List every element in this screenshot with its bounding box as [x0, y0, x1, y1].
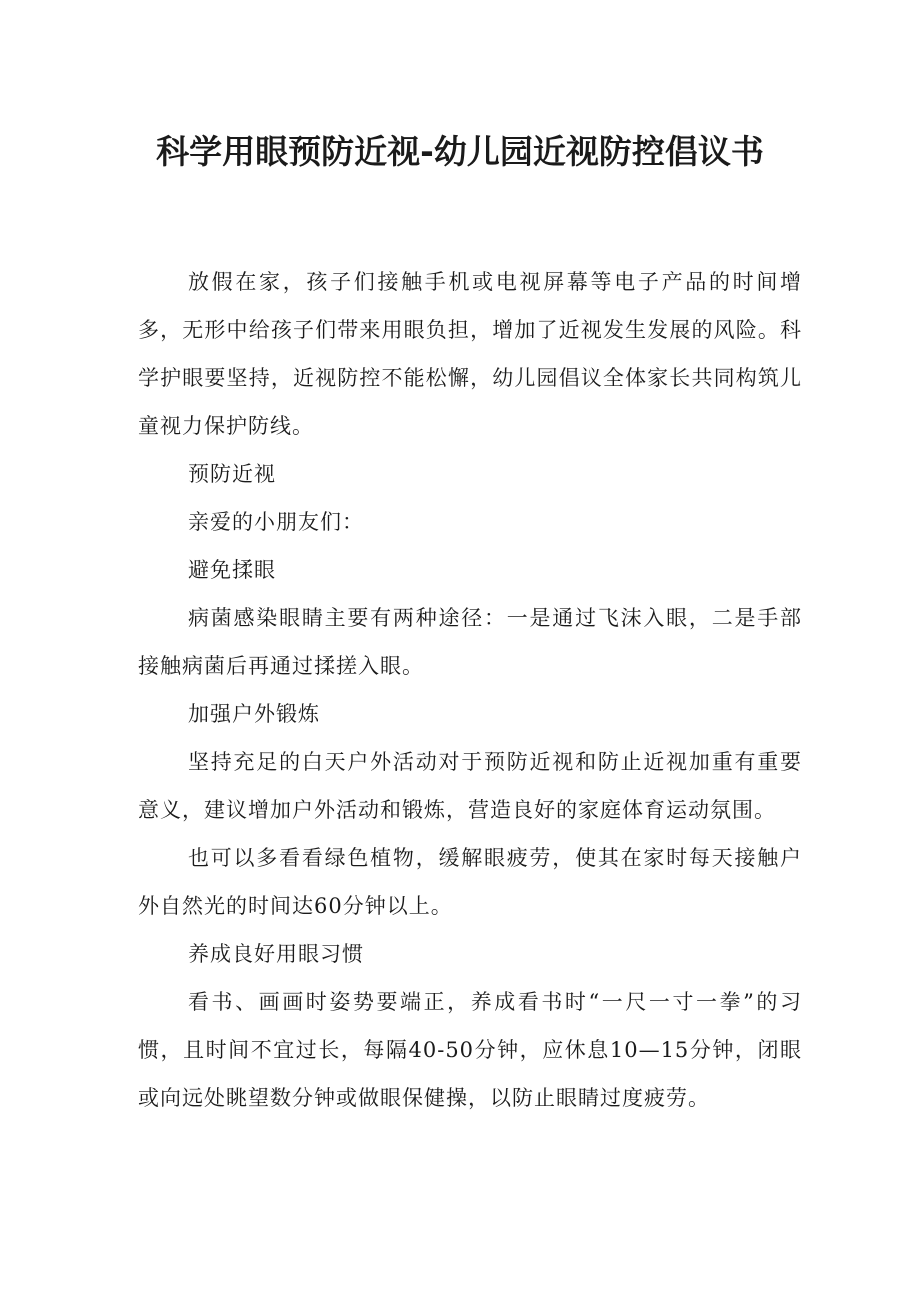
greeting: 亲爱的小朋友们：	[188, 510, 364, 534]
section-heading-prevent-myopia: 预防近视	[188, 462, 276, 486]
paragraph-eye-habits: 看书、画画时姿势要端正，养成看书时“一尺一寸一拳”的习惯，且时间不宜过长，每隔40-50分钟，应休息10—15分钟，闭眼或向远处眺望数分钟或做眼保健操，以防止眼睛过度疲劳。	[138, 990, 802, 1110]
paragraph-green-plants: 也可以多看看绿色植物，缓解眼疲劳，使其在家时每天接触户外自然光的时间达60分钟以上。	[138, 846, 802, 918]
document-title: 科学用眼预防近视-幼儿园近视防控倡议书	[156, 132, 764, 171]
document-body	[138, 258, 802, 1122]
paragraph-intro: 放假在家，孩子们接触手机或电视屏幕等电子产品的时间增多，无形中给孩子们带来用眼负担，增加了近视发生发展的风险。科学护眼要坚持，近视防控不能松懈，幼儿园倡议全体家长共同构筑儿童视力保护防线。	[138, 270, 802, 438]
paragraph-avoid-rubbing: 病菌感染眼睛主要有两种途径：一是通过飞沫入眼，二是手部接触病菌后再通过揉搓入眼。	[138, 606, 802, 678]
section-heading-eye-habits: 养成良好用眼习惯	[188, 942, 364, 966]
paragraph-outdoor-exercise: 坚持充足的白天户外活动对于预防近视和防止近视加重有重要意义，建议增加户外活动和锻炼，营造良好的家庭体育运动氛围。	[138, 750, 802, 822]
section-heading-outdoor-exercise: 加强户外锻炼	[188, 702, 320, 726]
section-heading-avoid-rubbing: 避免揉眼	[188, 558, 276, 582]
